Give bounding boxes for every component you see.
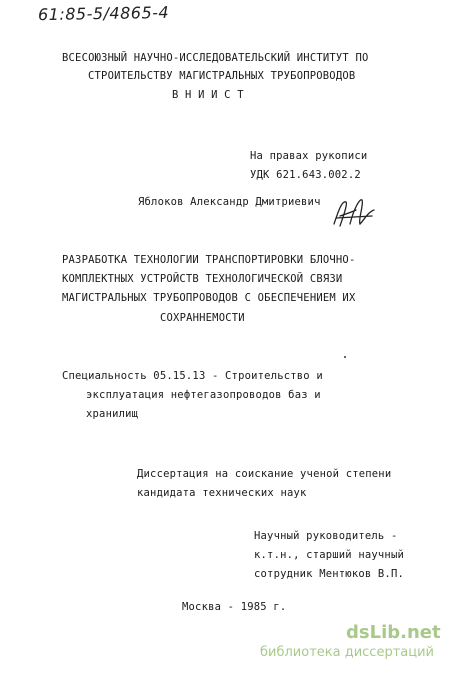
institute-abbreviation: В Н И И С Т xyxy=(172,89,244,101)
specialty-line-1: Специальность 05.15.13 - Строительство и xyxy=(62,370,323,382)
author-signature xyxy=(330,190,378,234)
title-line-2: КОМПЛЕКТНЫХ УСТРОЙСТВ ТЕХНОЛОГИЧЕСКОЙ СВЯЗИ xyxy=(62,273,343,285)
manuscript-rights: На правах рукописи xyxy=(250,150,368,162)
udk-code: УДК 621.643.002.2 xyxy=(250,169,361,181)
supervisor-line-2: к.т.н., старший научный xyxy=(254,549,404,561)
institute-line-2: СТРОИТЕЛЬСТВУ МАГИСТРАЛЬНЫХ ТРУБОПРОВОДОВ xyxy=(88,70,356,82)
specialty-line-2: эксплуатация нефтегазопроводов баз и xyxy=(86,389,321,401)
ink-dot xyxy=(344,356,346,358)
supervisor-line-1: Научный руководитель - xyxy=(254,530,398,542)
title-line-3: МАГИСТРАЛЬНЫХ ТРУБОПРОВОДОВ С ОБЕСПЕЧЕНИЕМ ИХ xyxy=(62,292,356,304)
place-and-year: Москва - 1985 г. xyxy=(182,601,287,613)
specialty-line-3: хранилищ xyxy=(86,408,139,420)
title-line-1: РАЗРАБОТКА ТЕХНОЛОГИИ ТРАНСПОРТИРОВКИ БЛОЧНО- xyxy=(62,254,356,266)
institute-line-1: ВСЕСОЮЗНЫЙ НАУЧНО-ИССЛЕДОВАТЕЛЬСКИЙ ИНСТИТУТ ПО xyxy=(62,52,369,64)
author-name: Яблоков Александр Дмитриевич xyxy=(138,196,321,208)
supervisor-line-3: сотрудник Ментюков В.П. xyxy=(254,568,404,580)
title-line-4: СОХРАННЕМОСТИ xyxy=(160,312,245,324)
watermark-subtitle: библиотека диссертаций xyxy=(260,645,434,660)
handwritten-catalog-code: 61:85-5/4865-4 xyxy=(37,2,170,25)
dissertation-line-2: кандидата технических наук xyxy=(137,487,307,499)
dissertation-line-1: Диссертация на соискание ученой степени xyxy=(137,468,392,480)
watermark-logo: dsLib.net xyxy=(346,622,441,643)
